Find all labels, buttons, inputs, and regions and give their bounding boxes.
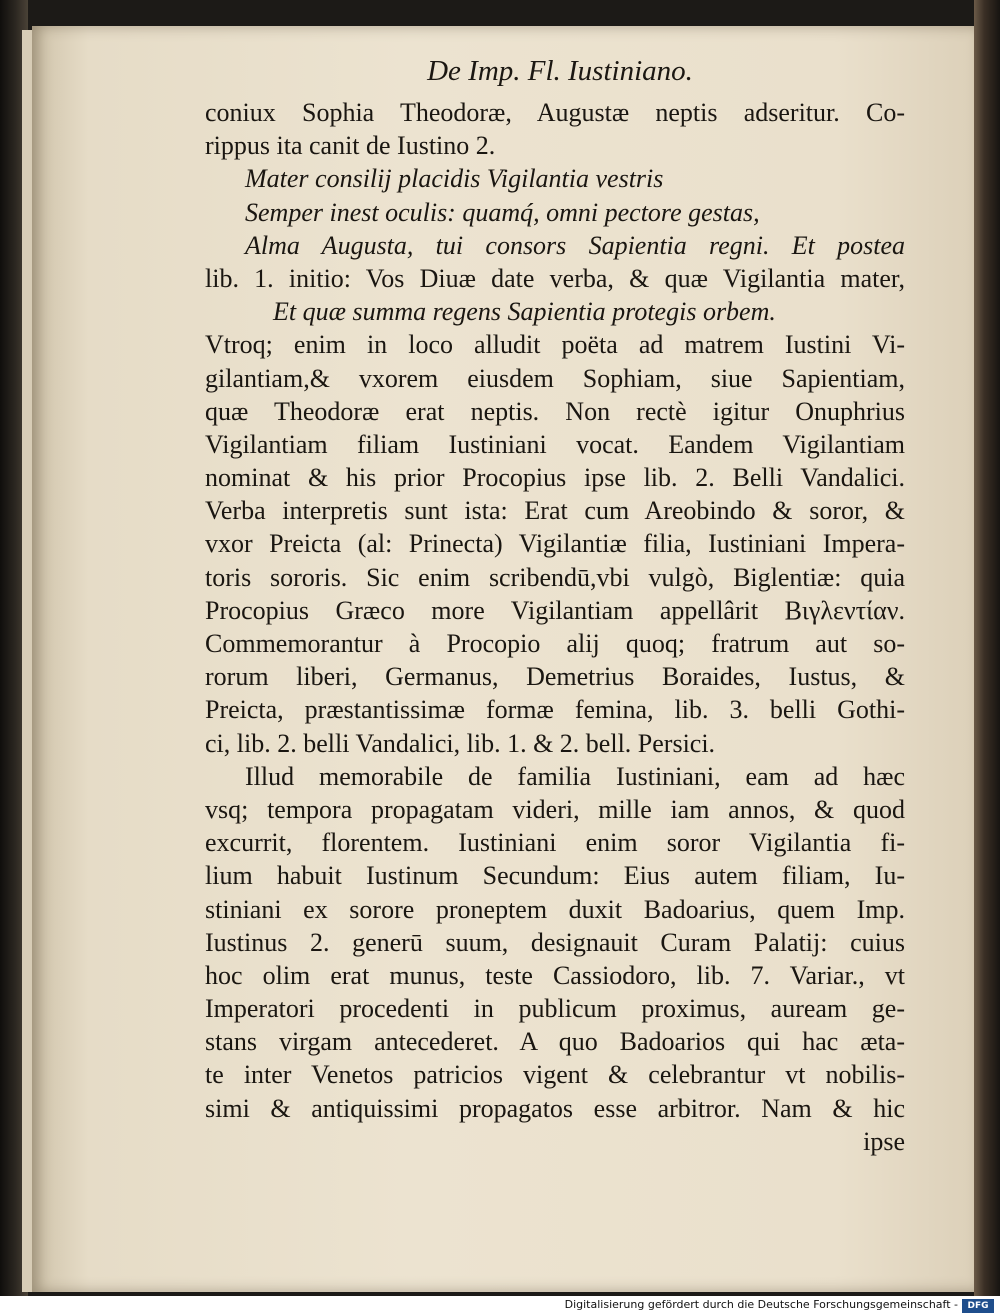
paragraph-start-line: Illud memorabile de familia Iustiniani, eam ad hæc	[245, 761, 905, 791]
text-line: vxor Preicta (al: Prinecta) Vigilantiæ filia, Iustiniani Impera-	[205, 529, 905, 559]
text-line: Preicta, præstantissimæ formæ femina, lib. 3. belli Gothi-	[205, 695, 905, 725]
verse-line	[205, 229, 905, 262]
text-line: Vtroq; enim in loco alludit poëta ad matrem Iustini Vi-	[205, 330, 905, 360]
text-line: rippus ita canit de Iustino 2.	[205, 131, 496, 161]
running-title: De Imp. Fl. Iustiniano.	[427, 55, 693, 87]
text-line: coniux Sophia Theodoræ, Augustæ neptis adseritur. Co-	[205, 98, 905, 127]
text-line: vsq; tempora propagatam videri, mille iam annos, & quod	[205, 794, 905, 824]
text-line: lium habuit Iustinum Secundum: Eius autem filiam, Iu-	[205, 861, 905, 891]
text-line: Vigilantiam filiam Iustiniani vocat. Eandem Vigilantiam	[205, 429, 905, 459]
verse-line: Mater consilij placidis Vigilantia vestris	[245, 164, 664, 194]
text-line: hoc olim erat munus, teste Cassiodoro, lib. 7. Variar., vt	[205, 960, 905, 990]
verse-line: Semper inest oculis: quamq́, omni pectore gestas,	[245, 197, 760, 227]
text-line: te inter Venetos patricios vigent & celebrantur vt nobilis-	[205, 1060, 905, 1090]
dfg-logo: DFG	[962, 1299, 994, 1313]
text-line: Commemorantur à Procopio alij quoq; fratrum aut so-	[205, 629, 905, 658]
digitization-credit: Digitalisierung gefördert durch die Deutsche Forschungsgemeinschaft -	[564, 1298, 958, 1311]
text-line: nominat & his prior Procopius ipse lib. 2. Belli Vandalici.	[205, 463, 905, 493]
text-line: Verba interpretis sunt ista: Erat cum Areobindo & soror, &	[205, 496, 905, 526]
text-line: ci, lib. 2. belli Vandalici, lib. 1. & 2. bell. Persici.	[205, 728, 716, 758]
text-line: Imperatori procedenti in publicum proximus, auream ge-	[205, 994, 905, 1024]
text-line: quæ Theodoræ erat neptis. Non rectè igitur Onuphrius	[205, 396, 905, 426]
text-line: lib. 1. initio: Vos Diuæ date verba, & quæ Vigilantia mater,	[205, 263, 905, 293]
book-binding-right	[974, 0, 1000, 1296]
body-text	[205, 96, 905, 1158]
catchword: ipse	[863, 1126, 905, 1156]
verse-text: Alma Augusta, tui consors Sapientia regni. Et postea	[245, 230, 905, 260]
text-line: simi & antiquissimi propagatos esse arbitror. Nam & hic	[205, 1093, 905, 1123]
text-line: excurrit, florentem. Iustiniani enim soror Vigilantia fi-	[205, 828, 905, 858]
text-line: rorum liberi, Germanus, Demetrius Boraides, Iustus, &	[205, 662, 905, 692]
verse-line: Et quæ summa regens Sapientia protegis orbem.	[273, 297, 776, 327]
text-line: stiniani ex sorore proneptem duxit Badoarius, quem Imp.	[205, 894, 905, 924]
text-line: Iustinus 2. generū suum, designauit Curam Palatij: cuius	[205, 927, 905, 957]
text-line: toris sororis. Sic enim scribendū,vbi vulgò, Biglentiæ: quia	[205, 562, 905, 592]
text-line: stans virgam antecederet. A quo Badoarios qui hac æta-	[205, 1027, 905, 1057]
text-line: Procopius Græco more Vigilantiam appellârit Βιγλεντίαν.	[205, 595, 905, 625]
text-line: gilantiam,& vxorem eiusdem Sophiam, siue Sapientiam,	[205, 363, 905, 393]
